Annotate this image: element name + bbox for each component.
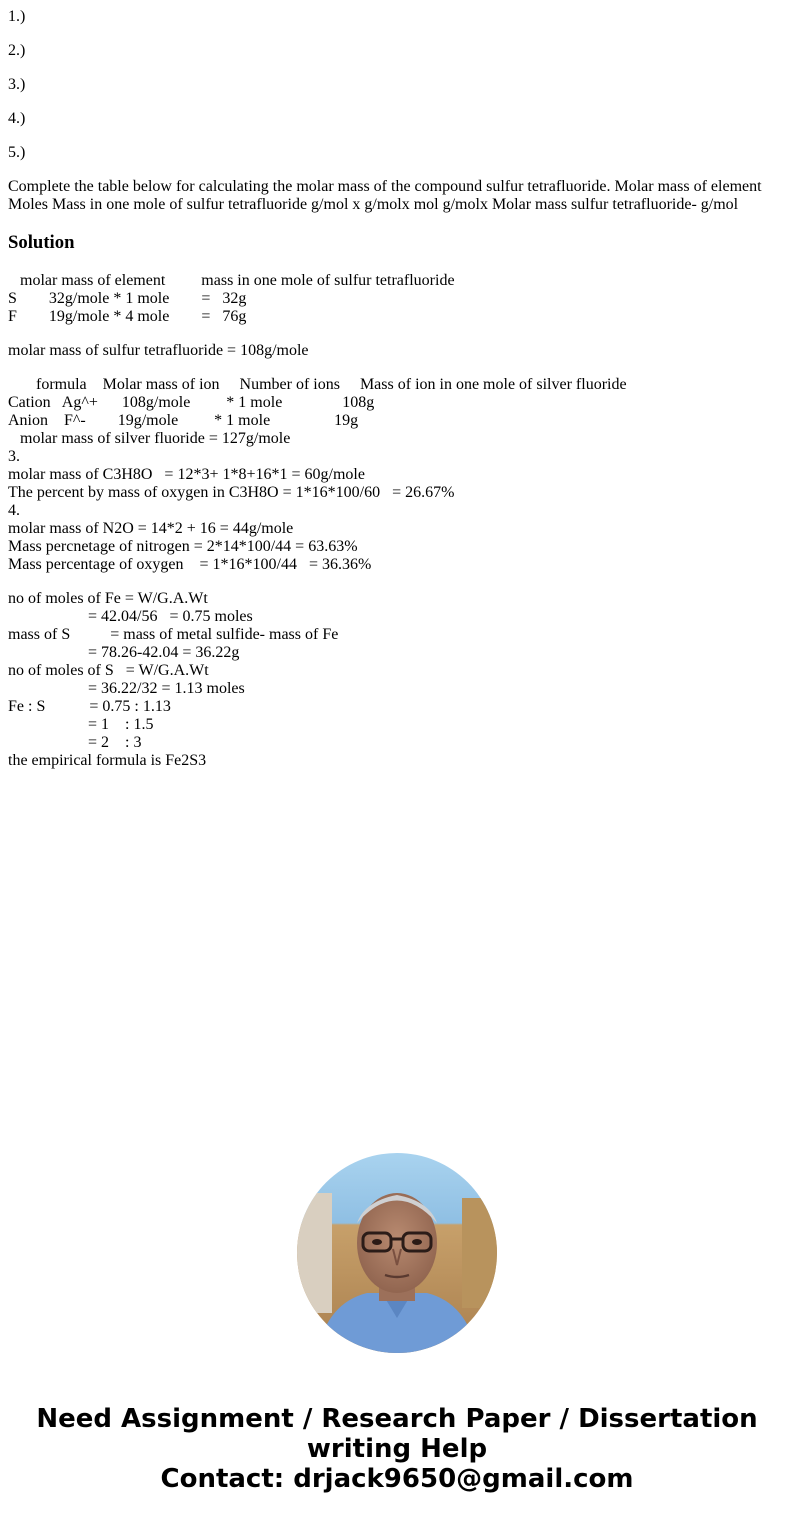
solution-line: molar mass of element mass in one mole of sulfur tetrafluoride	[8, 272, 455, 289]
footer-contact: Contact: drjack9650@gmail.com	[160, 1464, 634, 1494]
solution-block-3	[8, 376, 786, 574]
solution-line: formula Molar mass of ion Number of ions Mass of ion in one mole of silver fluoride	[8, 376, 627, 393]
question-text: Complete the table below for calculating the molar mass of the compound sulfur tetrafluoride. Molar mass of element Moles Mass in one mole of sulfur tetrafluoride g/mol x g/molx mol g/molx Molar mass sulfur tetrafluoride- g/mol	[8, 178, 762, 213]
solution-line: Fe : S = 0.75 : 1.13	[8, 698, 171, 715]
solution-heading: Solution	[8, 232, 75, 253]
solution-line: Mass percnetage of nitrogen = 2*14*100/44 = 63.63%	[8, 538, 358, 555]
numbered-item-2: 2.)	[8, 42, 26, 59]
portrait-image	[297, 1153, 497, 1353]
solution-line: 3.	[8, 448, 20, 465]
solution-line: = 2 : 3	[8, 734, 142, 751]
solution-line: = 1 : 1.5	[8, 716, 154, 733]
solution-line: no of moles of Fe = W/G.A.Wt	[8, 590, 208, 607]
solution-line: S 32g/mole * 1 mole = 32g	[8, 290, 247, 307]
solution-line: mass of S = mass of metal sulfide- mass of Fe	[8, 626, 339, 643]
solution-block-2	[8, 342, 786, 360]
solution-line: molar mass of silver fluoride = 127g/mole	[8, 430, 291, 447]
document-body	[8, 0, 786, 770]
numbered-item-3: 3.)	[8, 76, 26, 93]
author-avatar	[297, 1153, 497, 1353]
solution-line: molar mass of C3H8O = 12*3+ 1*8+16*1 = 60g/mole	[8, 466, 365, 483]
solution-line: = 78.26-42.04 = 36.22g	[8, 644, 240, 661]
solution-block-4	[8, 590, 786, 770]
solution-line: Anion F^- 19g/mole * 1 mole 19g	[8, 412, 359, 429]
footer-line-2: writing Help	[306, 1434, 488, 1464]
footer-line-1: Need Assignment / Research Paper / Dissertation	[36, 1404, 758, 1434]
solution-line: = 36.22/32 = 1.13 moles	[8, 680, 245, 697]
solution-line: the empirical formula is Fe2S3	[8, 752, 207, 769]
solution-line: = 42.04/56 = 0.75 moles	[8, 608, 253, 625]
solution-line: Mass percentage of oxygen = 1*16*100/44 = 36.36%	[8, 556, 372, 573]
numbered-item-1: 1.)	[8, 8, 26, 25]
solution-line: no of moles of S = W/G.A.Wt	[8, 662, 209, 679]
numbered-item-5: 5.)	[8, 144, 26, 161]
solution-line: 4.	[8, 502, 20, 519]
solution-line: Cation Ag^+ 108g/mole * 1 mole 108g	[8, 394, 375, 411]
solution-block-1	[8, 272, 786, 326]
solution-line: F 19g/mole * 4 mole = 76g	[8, 308, 247, 325]
solution-line: The percent by mass of oxygen in C3H8O = 1*16*100/60 = 26.67%	[8, 484, 455, 501]
footer-promo	[0, 1404, 794, 1494]
solution-line: molar mass of N2O = 14*2 + 16 = 44g/mole	[8, 520, 294, 537]
numbered-item-4: 4.)	[8, 110, 26, 127]
solution-line: molar mass of sulfur tetrafluoride = 108g/mole	[8, 342, 309, 359]
